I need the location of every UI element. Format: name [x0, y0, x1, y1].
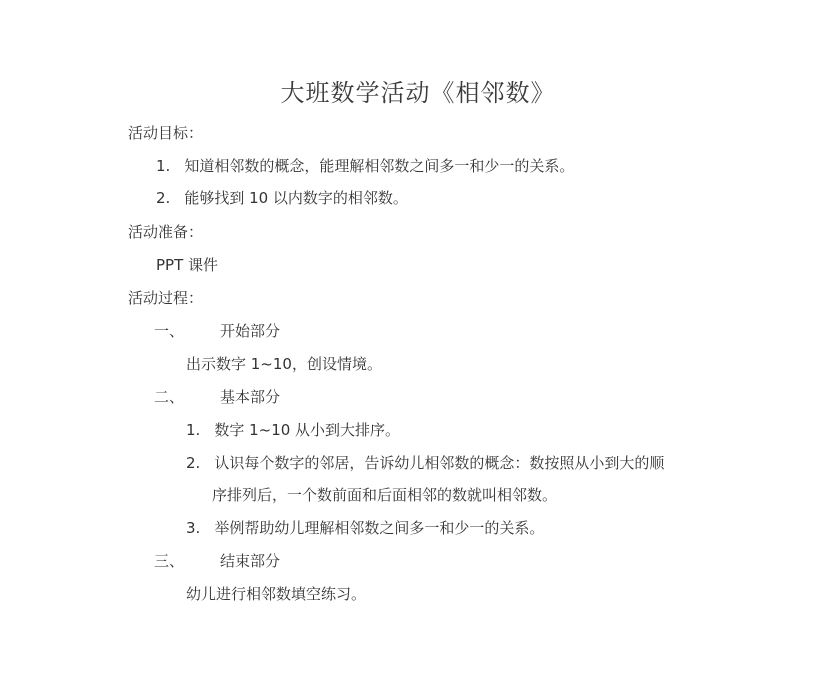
process-step-number: 3.: [186, 519, 201, 537]
goal-item-text: 知道相邻数的概念，能理解相邻数之间多一和少一的关系。: [184, 157, 575, 175]
goal-item: [156, 187, 408, 209]
process-part-text: 出示数字 1~10，创设情境。: [186, 355, 382, 373]
process-step-number: 1.: [186, 421, 201, 439]
goal-item-number: 2.: [156, 189, 171, 207]
process-step: [186, 517, 544, 539]
goal-item: [156, 155, 574, 177]
process-step-text: 认识每个数字的邻居，告诉幼儿相邻数的概念：数按照从小到大的顺: [214, 454, 665, 472]
process-part-number: 三、: [154, 552, 185, 570]
goal-item-number: 1.: [156, 157, 171, 175]
process-part-number: 二、: [154, 388, 185, 406]
process-step: [186, 452, 664, 474]
process-step-text: 举例帮助幼儿理解相邻数之间多一和少一的关系。: [214, 519, 545, 537]
process-part-title: 基本部分: [220, 388, 281, 406]
process-part-heading: [154, 320, 280, 342]
preparation-text: PPT 课件: [156, 256, 219, 274]
process-step-continuation: 序排列后，一个数前面和后面相邻的数就叫相邻数。: [212, 486, 558, 504]
goals-heading: 活动目标：: [128, 124, 204, 142]
process-part-title: 结束部分: [220, 552, 281, 570]
process-part-heading: [154, 550, 280, 572]
process-part-heading: [154, 386, 280, 408]
process-part-text: 幼儿进行相邻数填空练习。: [186, 585, 367, 603]
process-step-text: 数字 1~10 从小到大排序。: [214, 421, 401, 439]
process-step: [186, 419, 400, 441]
process-step-number: 2.: [186, 454, 201, 472]
process-part-title: 开始部分: [220, 322, 281, 340]
process-heading: 活动过程：: [128, 289, 204, 307]
document-title: 大班数学活动《相邻数》: [280, 79, 556, 107]
process-part-number: 一、: [154, 322, 185, 340]
preparation-heading: 活动准备：: [128, 223, 204, 241]
goal-item-text: 能够找到 10 以内数字的相邻数。: [184, 189, 408, 207]
